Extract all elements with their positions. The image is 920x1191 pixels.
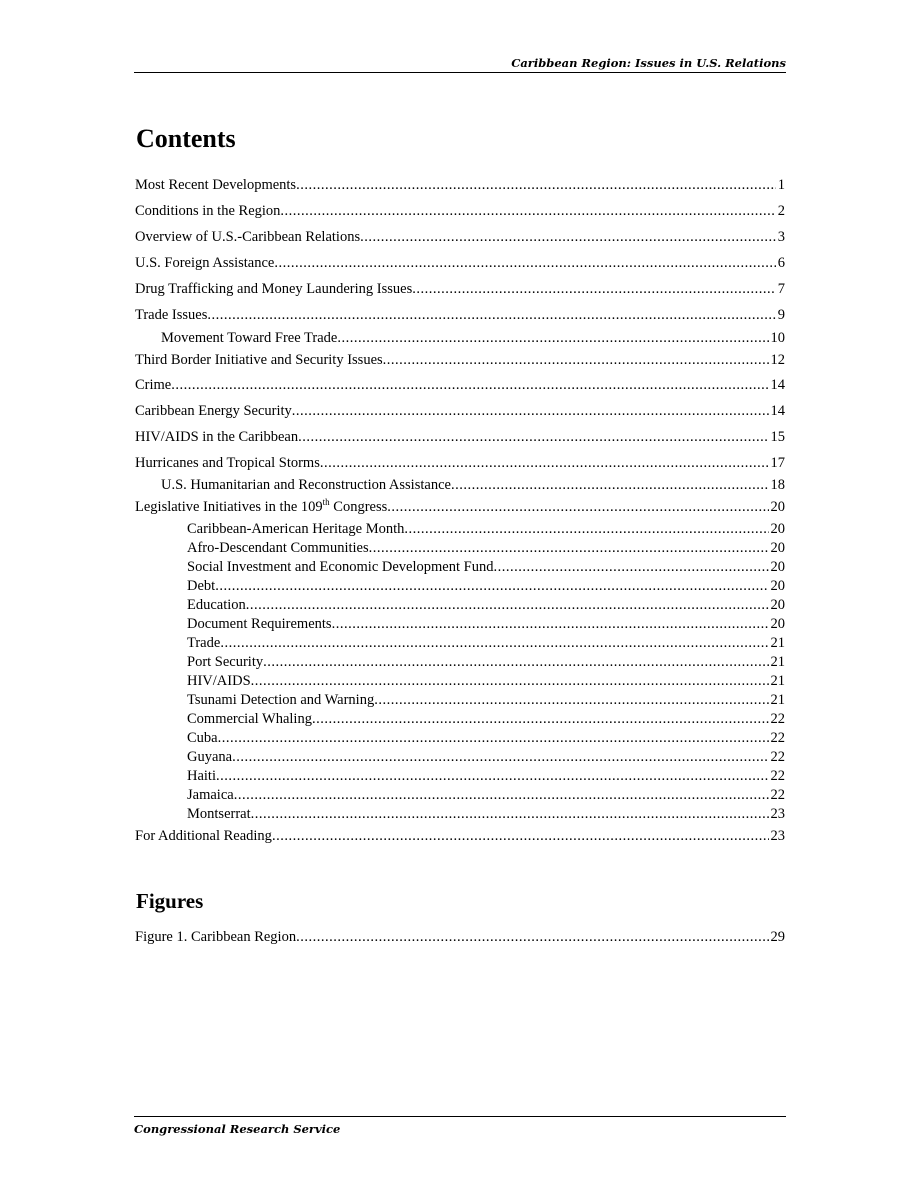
toc-leader-dots xyxy=(332,615,769,634)
figure-entry[interactable] xyxy=(135,928,785,947)
toc-entry-title: Caribbean Energy Security xyxy=(135,403,292,419)
toc-entry-title: Caribbean-American Heritage Month xyxy=(187,521,405,537)
toc-subsubentry[interactable] xyxy=(135,710,785,729)
toc-entry-title: Third Border Initiative and Security Issues xyxy=(135,352,383,368)
toc-entry-title: Education xyxy=(187,597,246,613)
toc-leader-dots xyxy=(451,476,769,495)
toc-leader-dots xyxy=(171,376,768,395)
toc-leader-dots xyxy=(280,202,775,221)
toc-subsubentry[interactable] xyxy=(135,767,785,786)
toc-entry-title: Trade xyxy=(187,635,221,651)
figures-heading: Figures xyxy=(136,889,204,913)
toc-entry-page: 3 xyxy=(777,229,785,245)
toc-entry[interactable] xyxy=(135,428,785,447)
toc-leader-dots xyxy=(216,767,769,786)
toc-entry-page: 22 xyxy=(770,749,785,765)
toc-leader-dots xyxy=(251,805,769,824)
toc-entry-title: Legislative Initiatives in the 109 xyxy=(135,499,323,515)
toc-leader-dots xyxy=(387,498,768,517)
toc-entry-page: 21 xyxy=(770,654,785,670)
toc-entry-page: 21 xyxy=(770,673,785,689)
toc-entry[interactable] xyxy=(135,254,785,273)
toc-leader-dots xyxy=(207,306,775,325)
toc-entry-title: Port Security xyxy=(187,654,264,670)
toc-entry-title: Debt xyxy=(187,578,216,594)
running-header: Caribbean Region: Issues in U.S. Relations xyxy=(134,56,786,73)
toc-entry-page: 14 xyxy=(770,403,785,419)
toc-leader-dots xyxy=(360,228,776,247)
toc-entry-title: Commercial Whaling xyxy=(187,711,312,727)
toc-subsubentry[interactable] xyxy=(135,596,785,615)
toc-subsubentry[interactable] xyxy=(135,748,785,767)
toc-entry-title: Trade Issues xyxy=(135,307,208,323)
toc-entry-title: Most Recent Developments xyxy=(135,177,297,193)
toc-entry[interactable] xyxy=(135,402,785,421)
toc-entry-page: 10 xyxy=(770,330,785,346)
toc-leader-dots xyxy=(383,351,769,370)
toc-entry-title: U.S. Humanitarian and Reconstruction Assistance xyxy=(161,477,451,493)
toc-entry-title: Cuba xyxy=(187,730,218,746)
toc-leader-dots xyxy=(220,634,768,653)
toc-entry-page: 14 xyxy=(770,377,785,393)
toc-entry-page: 12 xyxy=(770,352,785,368)
toc-leader-dots xyxy=(374,691,768,710)
toc-leader-dots xyxy=(232,748,768,767)
toc-entry-page: 23 xyxy=(770,828,785,844)
toc-subsubentry[interactable] xyxy=(135,634,785,653)
toc-entry-title: Overview of U.S.-Caribbean Relations xyxy=(135,229,361,245)
toc-leader-dots xyxy=(412,280,776,299)
toc-entry-title: Crime xyxy=(135,377,172,393)
toc-leader-dots xyxy=(493,558,768,577)
toc-leader-dots xyxy=(274,254,775,273)
toc-leader-dots xyxy=(246,596,769,615)
toc-entry-title: Document Requirements xyxy=(187,616,332,632)
toc-entry-page: 22 xyxy=(770,787,785,803)
toc-entry-page: 20 xyxy=(770,499,785,515)
figure-entry-title: Figure 1. Caribbean Region xyxy=(135,929,297,945)
toc-leader-dots xyxy=(292,402,769,421)
toc-entry-page: 9 xyxy=(777,307,785,323)
toc-subsubentry[interactable] xyxy=(135,653,785,672)
toc-leader-dots xyxy=(337,329,768,348)
figure-entry-page: 29 xyxy=(770,929,785,945)
toc-subsubentry[interactable] xyxy=(135,691,785,710)
toc-entry-title: Conditions in the Region xyxy=(135,203,281,219)
toc-subsubentry[interactable] xyxy=(135,615,785,634)
toc-leader-dots xyxy=(215,577,768,596)
toc-leader-dots xyxy=(296,176,776,195)
toc-entry-page: 6 xyxy=(777,255,785,271)
toc-entry-page: 20 xyxy=(770,540,785,556)
toc-subentry[interactable] xyxy=(135,476,785,495)
toc-entry-title: Guyana xyxy=(187,749,233,765)
toc-subsubentry[interactable] xyxy=(135,520,785,539)
toc-entry[interactable] xyxy=(135,454,785,473)
toc-entry-title: Montserrat xyxy=(187,806,251,822)
toc-entry-title: Hurricanes and Tropical Storms xyxy=(135,455,320,471)
toc-entry-page: 20 xyxy=(770,521,785,537)
toc-entry-page: 22 xyxy=(770,730,785,746)
toc-entry-page: 20 xyxy=(770,616,785,632)
toc-entry-page: 20 xyxy=(770,597,785,613)
toc-entry[interactable] xyxy=(135,280,785,299)
toc-leader-dots xyxy=(272,827,769,846)
toc-entry-page: 23 xyxy=(770,806,785,822)
toc-entry[interactable] xyxy=(135,306,785,325)
toc-leader-dots xyxy=(320,454,769,473)
toc-entry-page: 1 xyxy=(777,177,785,193)
toc-subsubentry[interactable] xyxy=(135,558,785,577)
toc-entry[interactable] xyxy=(135,228,785,247)
toc-subsubentry[interactable] xyxy=(135,672,785,691)
toc-entry-title: Afro-Descendant Communities xyxy=(187,540,369,556)
toc-leader-dots xyxy=(298,428,768,447)
toc-entry-page: 21 xyxy=(770,692,785,708)
toc-subsubentry[interactable] xyxy=(135,539,785,558)
toc-subsubentry[interactable] xyxy=(135,805,785,824)
toc-entry-title: Tsunami Detection and Warning xyxy=(187,692,375,708)
toc-entry-title: HIV/AIDS in the Caribbean xyxy=(135,429,299,445)
toc-entry-page: 20 xyxy=(770,578,785,594)
toc-entry-page: 17 xyxy=(770,455,785,471)
contents-heading: Contents xyxy=(136,124,236,153)
toc-entry-title: Social Investment and Economic Development Fund xyxy=(187,559,494,575)
toc-entry-title: Haiti xyxy=(187,768,216,784)
toc-entry-page: 18 xyxy=(770,477,785,493)
toc-leader-dots xyxy=(404,520,768,539)
toc-leader-dots xyxy=(218,729,769,748)
toc-leader-dots xyxy=(263,653,768,672)
toc-entry[interactable] xyxy=(135,498,785,517)
toc-entry-page: 20 xyxy=(770,559,785,575)
toc-entry[interactable] xyxy=(135,376,785,395)
toc-entry-page: 2 xyxy=(777,203,785,219)
toc-entry-title: Movement Toward Free Trade xyxy=(161,330,338,346)
toc-subentry[interactable] xyxy=(135,329,785,348)
toc-entry-page: 22 xyxy=(770,711,785,727)
toc-entry-page: 21 xyxy=(770,635,785,651)
toc-entry[interactable] xyxy=(135,351,785,370)
toc-leader-dots xyxy=(369,539,769,558)
toc-entry-page: 15 xyxy=(770,429,785,445)
toc-subsubentry[interactable] xyxy=(135,729,785,748)
toc-entry-title: U.S. Foreign Assistance xyxy=(135,255,275,271)
toc-entry[interactable] xyxy=(135,827,785,846)
toc-leader-dots xyxy=(251,672,769,691)
toc-subsubentry[interactable] xyxy=(135,577,785,596)
toc-entry-page: 22 xyxy=(770,768,785,784)
toc-leader-dots xyxy=(312,710,769,729)
toc-entry-superscript: th xyxy=(322,497,330,508)
toc-entry-title: HIV/AIDS xyxy=(187,673,251,689)
toc-entry-title-continued: Congress xyxy=(329,499,388,515)
toc-leader-dots xyxy=(234,786,769,805)
toc-entry-page: 7 xyxy=(777,281,785,297)
running-footer: Congressional Research Service xyxy=(134,1116,786,1136)
toc-entry[interactable] xyxy=(135,202,785,221)
toc-entry-title: For Additional Reading xyxy=(135,828,272,844)
toc-subsubentry[interactable] xyxy=(135,786,785,805)
toc-entry-title: Jamaica xyxy=(187,787,234,803)
toc-entry-title: Drug Trafficking and Money Laundering Issues xyxy=(135,281,413,297)
toc-entry[interactable] xyxy=(135,176,785,195)
toc-leader-dots xyxy=(296,928,768,947)
